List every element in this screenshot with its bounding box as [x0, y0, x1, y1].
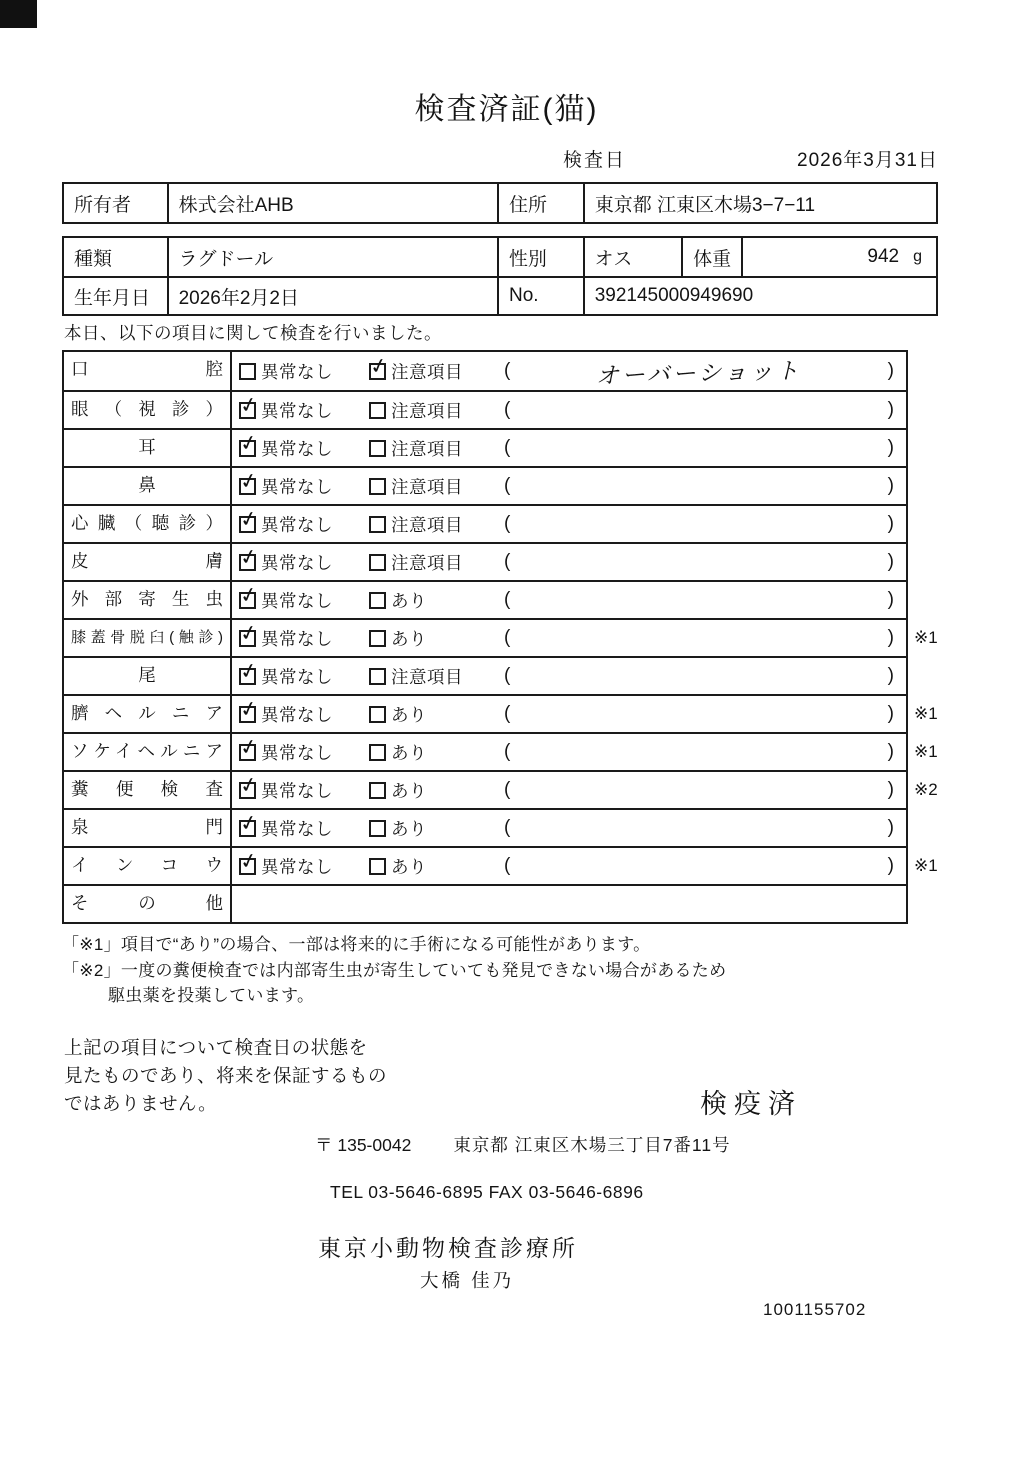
paren-close: ): [887, 513, 894, 534]
option-no-abnormality: [237, 733, 369, 765]
inspection-date-value: 2026年3月31日: [797, 150, 938, 171]
address-value-cell: 東京都 江東区木場3−7−11: [583, 184, 936, 222]
sex-label-cell: 性別: [497, 238, 583, 276]
paren-open: (: [504, 551, 511, 572]
checkbox-icon: [237, 695, 260, 723]
option-label: 異常なし: [261, 704, 333, 725]
inspection-row: [64, 580, 906, 618]
option-attention: [369, 664, 504, 689]
reference-mark: ※2: [914, 780, 938, 799]
checkmark-icon: ✓: [237, 695, 260, 723]
paren-close: ): [887, 741, 894, 762]
option-label: 注意項目: [391, 476, 463, 497]
owner-row: [64, 184, 936, 222]
option-label: 注意項目: [391, 438, 463, 459]
option-no-abnormality: [237, 809, 369, 841]
owner-value-cell: 株式会社AHB: [167, 184, 497, 222]
checkbox-icon: [237, 809, 260, 837]
breed-value-cell: ラグドール: [167, 238, 497, 276]
inspection-row: [64, 390, 906, 428]
checkbox-icon: [369, 858, 386, 875]
checkbox-icon: [369, 516, 386, 533]
handwritten-note: [510, 709, 887, 719]
paren-open: (: [504, 399, 511, 420]
reference-mark: ※1: [914, 704, 938, 723]
paren-close: ): [887, 551, 894, 572]
checkmark-icon: ✓: [237, 391, 260, 419]
option-no-abnormality: [237, 847, 369, 879]
paren-open: (: [504, 741, 511, 762]
option-label: 異常なし: [261, 742, 333, 763]
checkbox-icon: [237, 505, 260, 533]
note-area: [504, 703, 906, 725]
option-label: あり: [391, 742, 427, 763]
option-label: あり: [391, 590, 427, 611]
inspection-row: [64, 770, 938, 808]
paren-open: (: [504, 855, 511, 876]
option-label: 異常なし: [261, 400, 333, 421]
inspection-row: [64, 694, 938, 732]
option-no-abnormality: [237, 619, 369, 651]
item-label: 泉門: [64, 810, 232, 846]
item-label: 尾: [64, 658, 232, 694]
note-area: [504, 779, 906, 801]
paren-close: ): [887, 817, 894, 838]
option-label: 異常なし: [261, 780, 333, 801]
checkbox-icon: [237, 847, 260, 875]
option-label: 注意項目: [391, 666, 463, 687]
checkmark-icon: ✓: [237, 733, 260, 761]
option-attention: [369, 550, 504, 575]
item-label: 口腔: [64, 352, 232, 390]
option-label: 異常なし: [261, 590, 333, 611]
option-label: 異常なし: [261, 856, 333, 877]
option-label: 異常なし: [261, 438, 333, 459]
note-area: [504, 437, 906, 459]
option-present: [369, 626, 504, 651]
paren-open: (: [504, 589, 511, 610]
weight-unit: g: [913, 248, 922, 265]
checkbox-icon: [369, 630, 386, 647]
breed-row: [64, 238, 936, 276]
option-label: 異常なし: [261, 818, 333, 839]
item-label: 臍ヘルニア: [64, 696, 232, 732]
option-label: 異常なし: [261, 514, 333, 535]
checkbox-icon: [369, 554, 386, 571]
option-present: [369, 854, 504, 879]
note-area: [504, 399, 906, 421]
disclaimer-line: 見たものであり、将来を保証するもの: [64, 1064, 388, 1086]
paren-open: (: [504, 475, 511, 496]
option-label: 異常なし: [261, 666, 333, 687]
option-attention: [369, 512, 504, 537]
paren-open: (: [504, 513, 511, 534]
option-no-abnormality: [237, 771, 369, 803]
paren-close: ): [887, 703, 894, 724]
option-label: 注意項目: [391, 400, 463, 421]
checkbox-icon: [369, 478, 386, 495]
option-label: あり: [391, 818, 427, 839]
address-label-cell: 住所: [497, 184, 583, 222]
option-attention: [369, 436, 504, 461]
checkmark-icon: ✓: [237, 619, 260, 647]
handwritten-note: [510, 481, 887, 491]
handwritten-note: [510, 823, 887, 833]
checkmark-icon: ✓: [237, 809, 260, 837]
option-label: 異常なし: [261, 361, 333, 382]
postal-code: 〒 135-0042: [315, 1135, 412, 1155]
paren-open: (: [504, 437, 511, 458]
item-label: 外部寄生虫: [64, 582, 232, 618]
checkbox-icon: [239, 363, 256, 380]
handwritten-note: [510, 785, 887, 795]
option-label: 注意項目: [391, 514, 463, 535]
option-attention: [369, 398, 504, 423]
checkbox-icon: [237, 429, 260, 457]
option-present: [369, 588, 504, 613]
option-no-abnormality: [237, 429, 369, 461]
handwritten-note: [510, 443, 887, 453]
paren-open: (: [504, 817, 511, 838]
note-area: [504, 551, 906, 573]
item-label: その他: [64, 886, 232, 922]
item-label: 眼（視診）: [64, 392, 232, 428]
item-label: 皮膚: [64, 544, 232, 580]
serial-number: 1001155702: [763, 1300, 867, 1319]
checkmark-icon: ✓: [237, 467, 260, 495]
clinic-address: 東京都 江東区木場三丁目7番11号: [453, 1135, 731, 1155]
option-label: あり: [391, 628, 427, 649]
handwritten-note: [510, 747, 887, 757]
postal-address-line: [315, 1132, 731, 1157]
note-area: [504, 817, 906, 839]
option-no-abnormality: [237, 391, 369, 423]
option-label: 異常なし: [261, 628, 333, 649]
handwritten-note: [510, 519, 887, 529]
scan-artifact: [0, 0, 37, 28]
quarantine-stamp: 検疫済: [700, 1089, 802, 1119]
option-label: あり: [391, 856, 427, 877]
handwritten-note: [510, 557, 887, 567]
sex-value-cell: オス: [583, 238, 682, 276]
option-no-abnormality: [237, 543, 369, 575]
weight-label-cell: 体重: [681, 238, 741, 276]
note-area: [504, 475, 906, 497]
checkbox-icon: [369, 592, 386, 609]
inspection-row: [64, 808, 906, 846]
reference-mark: ※1: [914, 856, 938, 875]
note-area: [504, 355, 906, 388]
inspection-date-label: 検査日: [563, 150, 627, 171]
checkbox-icon: [237, 771, 260, 799]
paren-close: ): [887, 399, 894, 420]
option-no-abnormality: [237, 581, 369, 613]
animal-info-table: [62, 236, 938, 316]
paren-close: ): [887, 589, 894, 610]
checkbox-icon: [369, 820, 386, 837]
inspection-row: [64, 732, 938, 770]
option-present: [369, 740, 504, 765]
disclaimer: [64, 1034, 387, 1117]
item-label: 耳: [64, 430, 232, 466]
inspection-row: [64, 428, 906, 466]
weight-value: 942: [867, 246, 900, 267]
item-label: 膝蓋骨脱臼(触診): [64, 620, 232, 656]
item-label: 糞便検査: [64, 772, 232, 808]
checkmark-icon: ✓: [237, 581, 260, 609]
handwritten-note: [510, 405, 887, 415]
item-label: ソケイヘルニア: [64, 734, 232, 770]
checkmark-icon: ✓: [237, 771, 260, 799]
checkbox-icon: [237, 733, 260, 761]
note-area: [504, 741, 906, 763]
checkmark-icon: ✓: [237, 847, 260, 875]
veterinarian-name: 大橋 佳乃: [420, 1270, 515, 1291]
inspection-row: [64, 884, 906, 922]
birth-label-cell: 生年月日: [74, 287, 151, 309]
option-no-abnormality: [239, 359, 369, 384]
checkmark-icon: ✓: [237, 429, 260, 457]
paren-close: ): [887, 855, 894, 876]
checkbox-icon: [369, 402, 386, 419]
handwritten-note: オーバーショット: [595, 356, 803, 389]
owner-table: [62, 182, 938, 224]
checkbox-icon: [237, 391, 260, 419]
handwritten-note: [510, 595, 887, 605]
item-label: 心臓（聴診）: [64, 506, 232, 542]
checkmark-icon: ✓: [367, 352, 390, 380]
checkbox-icon: [369, 440, 386, 457]
inspection-row: [64, 656, 906, 694]
paren-open: (: [504, 779, 511, 800]
item-label: インコウ: [64, 848, 232, 884]
option-label: 注意項目: [391, 361, 463, 382]
option-no-abnormality: [237, 467, 369, 499]
note-area: [504, 627, 906, 649]
birth-row: [64, 276, 936, 314]
item-label: 鼻: [64, 468, 232, 504]
option-no-abnormality: [237, 657, 369, 689]
handwritten-note: [510, 633, 887, 643]
checkbox-icon: [237, 619, 260, 647]
inspection-row: [64, 352, 906, 390]
checkbox-icon: [369, 706, 386, 723]
intro-text: 本日、以下の項目に関して検査を行いました。: [64, 323, 442, 343]
inspection-row: [64, 542, 906, 580]
paren-open: (: [504, 627, 511, 648]
option-present: [369, 702, 504, 727]
inspection-row: [64, 846, 938, 884]
inspection-row: [64, 466, 906, 504]
checkmark-icon: ✓: [237, 505, 260, 533]
option-attention: [369, 474, 504, 499]
option-label: あり: [391, 704, 427, 725]
paren-close: ): [887, 665, 894, 686]
footnote-1: 「※1」項目で“あり”の場合、一部は将来的に手術になる可能性があります。: [62, 935, 651, 954]
paren-open: (: [504, 703, 511, 724]
paren-open: (: [504, 665, 511, 686]
paren-close: ): [887, 437, 894, 458]
checkmark-icon: ✓: [237, 657, 260, 685]
option-present: [369, 778, 504, 803]
option-label: 異常なし: [261, 552, 333, 573]
note-area: [504, 855, 906, 877]
checkbox-icon: [369, 744, 386, 761]
no-value-cell: 392145000949690: [583, 278, 936, 314]
weight-value-cell: [741, 238, 936, 276]
paren-close: ): [887, 475, 894, 496]
paren-close: ): [887, 360, 894, 381]
checkbox-icon: [369, 782, 386, 799]
paren-close: ): [887, 627, 894, 648]
checkbox-icon: [237, 581, 260, 609]
tel-fax-line: TEL 03-5646-6895 FAX 03-5646-6896: [330, 1182, 644, 1202]
option-present: [369, 816, 504, 841]
disclaimer-line: 上記の項目について検査日の状態を: [64, 1037, 368, 1058]
no-label-cell: No.: [497, 278, 583, 314]
paren-close: ): [887, 779, 894, 800]
clinic-name: 東京小動物検査診療所: [318, 1235, 578, 1261]
paren-open: (: [504, 360, 511, 381]
birth-value-cell: 2026年2月2日: [167, 278, 497, 314]
reference-mark: ※1: [914, 742, 938, 761]
reference-mark: ※1: [914, 628, 938, 647]
page-title: 検査済証(猫): [414, 93, 599, 126]
note-area: [504, 589, 906, 611]
option-no-abnormality: [237, 695, 369, 727]
footnote-2-line1: 「※2」一度の糞便検査では内部寄生虫が寄生していても発見できない場合があるため: [62, 961, 727, 980]
inspection-date-row: [497, 145, 938, 172]
checkbox-icon: [237, 467, 260, 495]
checkbox-icon: [367, 352, 390, 380]
handwritten-note: [510, 671, 887, 681]
owner-label-cell: 所有者: [74, 194, 132, 216]
checkbox-icon: [237, 543, 260, 571]
option-label: あり: [391, 780, 427, 801]
option-no-abnormality: [237, 505, 369, 537]
note-area: [504, 513, 906, 535]
option-attention: [367, 352, 504, 384]
disclaimer-line: ではありません。: [64, 1092, 218, 1114]
inspection-row: [64, 504, 906, 542]
note-area: [504, 665, 906, 687]
option-label: 異常なし: [261, 476, 333, 497]
option-label: 注意項目: [391, 552, 463, 573]
checkbox-icon: [369, 668, 386, 685]
footnote-2-line2: 駆虫薬を投薬しています。: [108, 986, 315, 1005]
checkbox-icon: [237, 657, 260, 685]
breed-label-cell: 種類: [74, 248, 113, 270]
handwritten-note: [510, 861, 887, 871]
inspection-row: [64, 618, 938, 656]
inspection-table: [62, 350, 938, 924]
checkmark-icon: ✓: [237, 543, 260, 571]
